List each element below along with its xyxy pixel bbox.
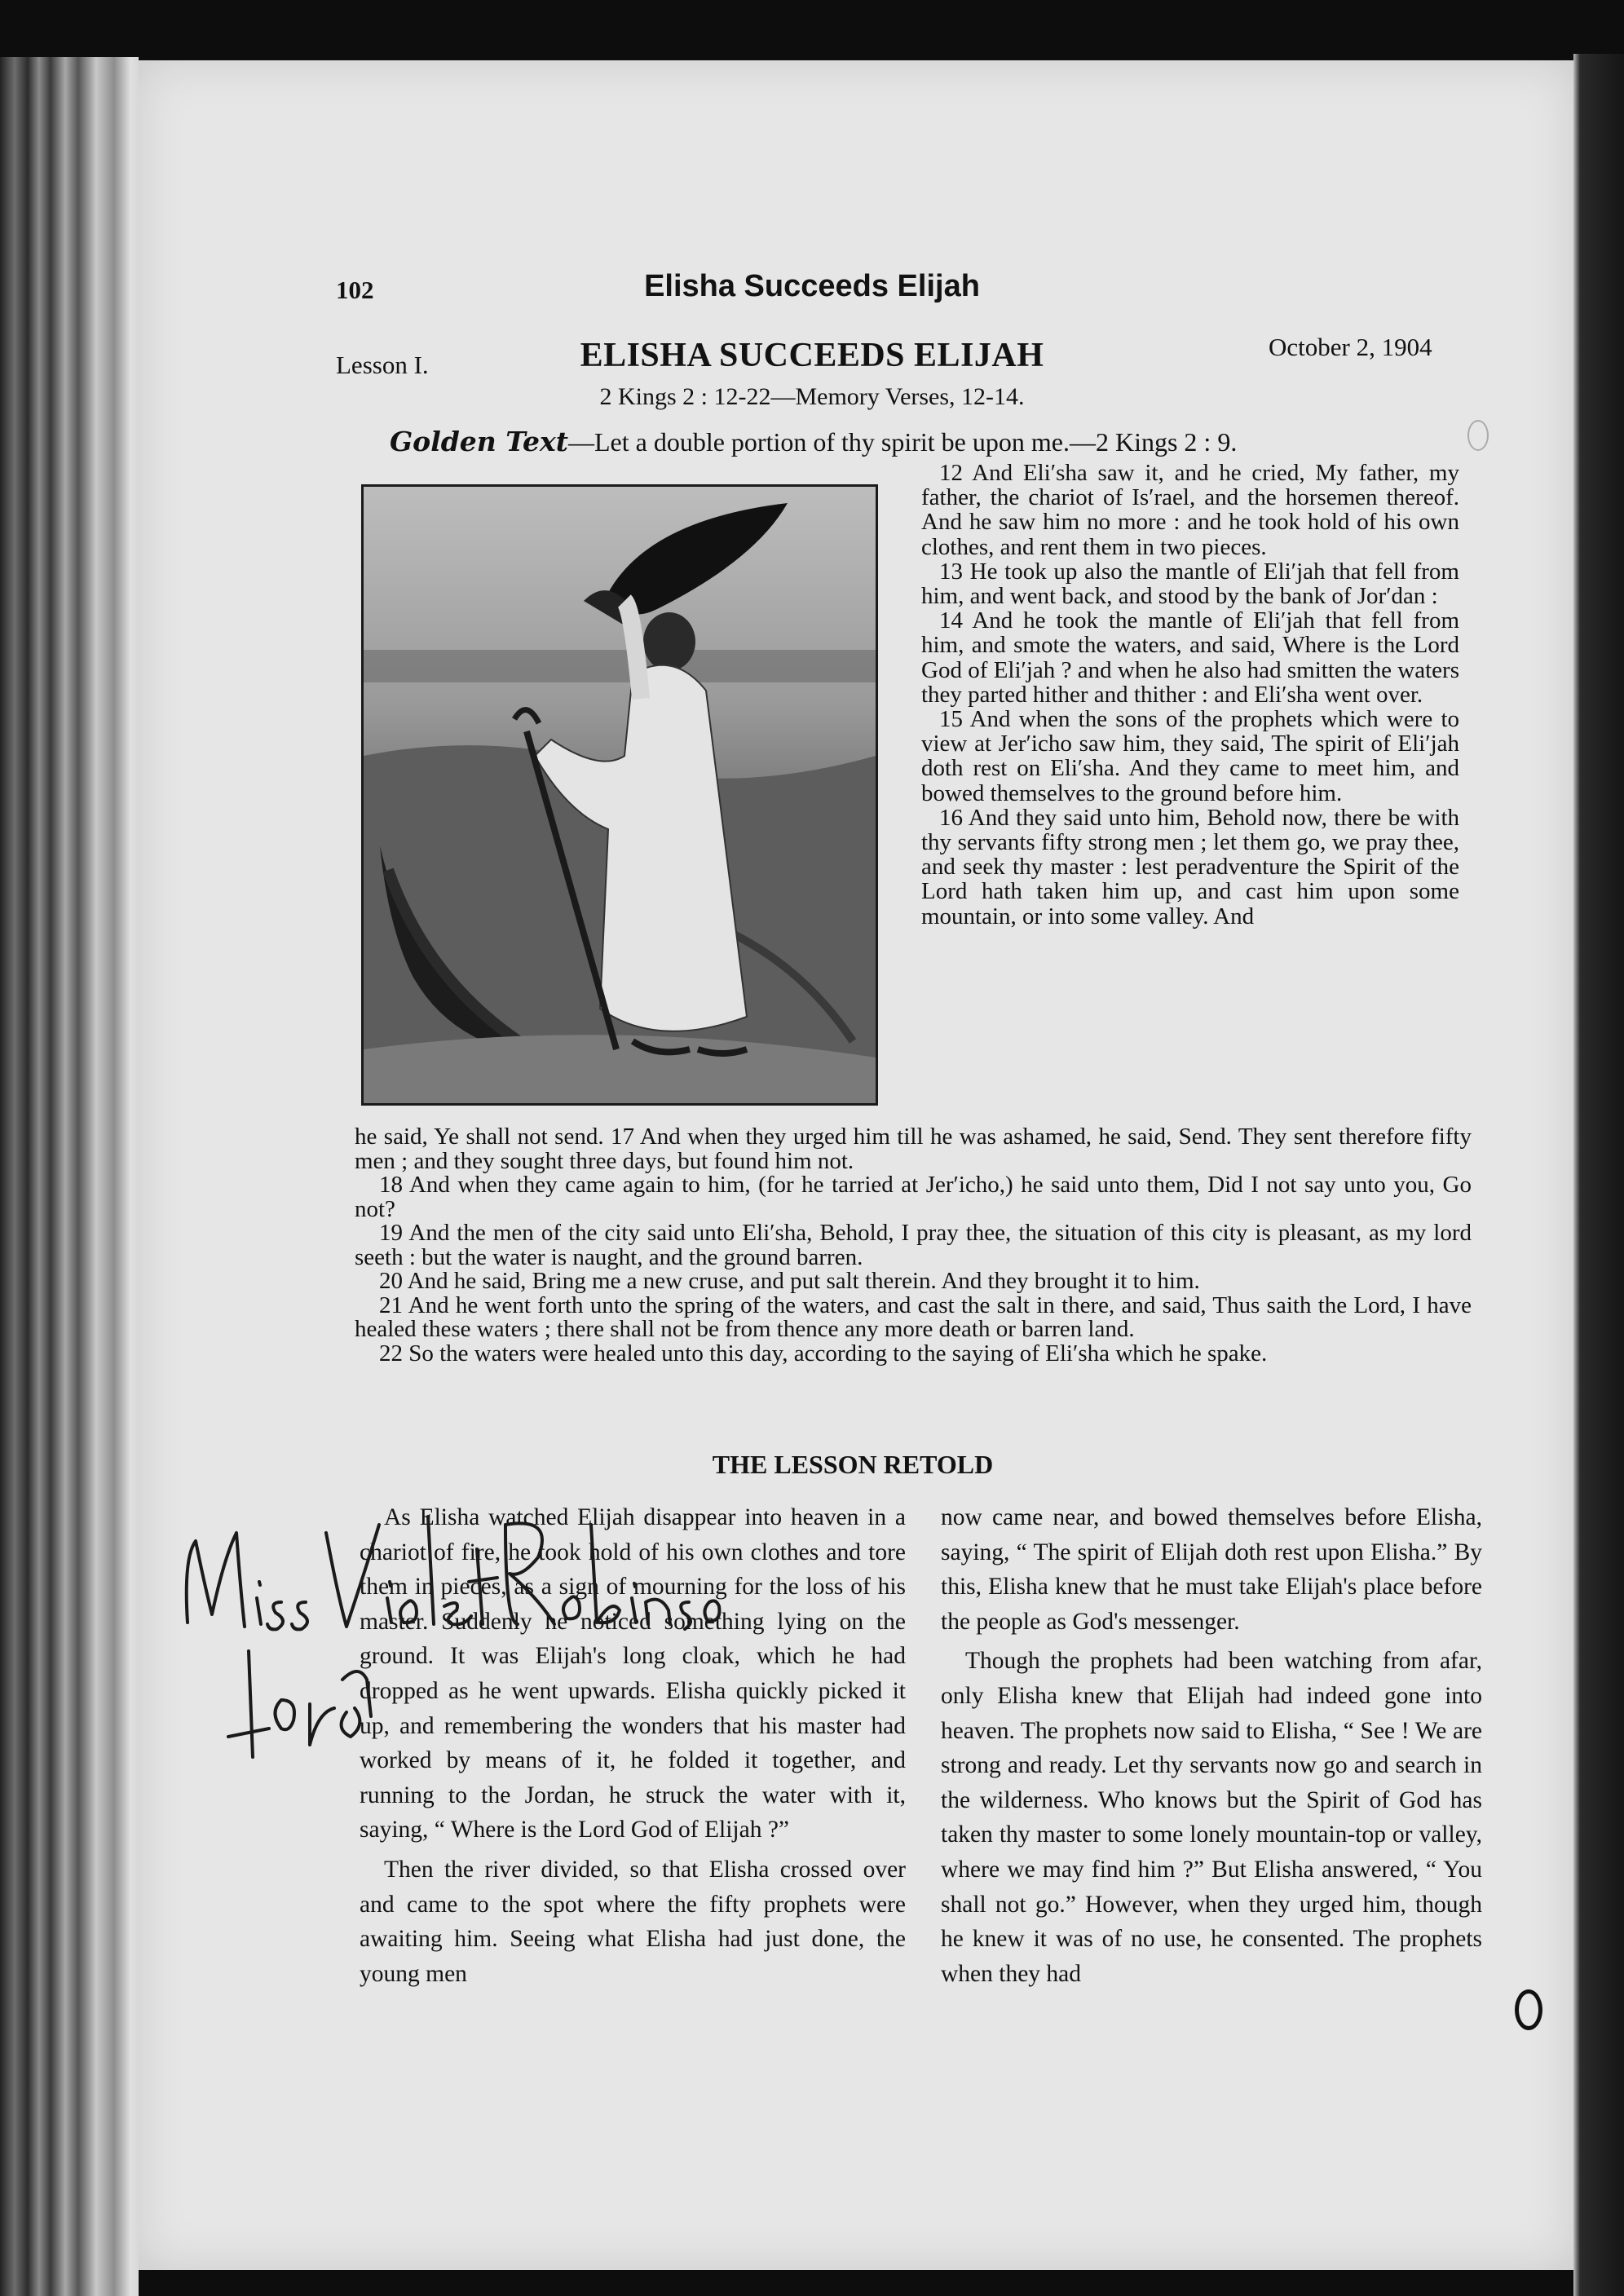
verse-16: 16 And they said unto him, Behold now, there be with thy servants fifty strong men ; let them go, we pray thee, and seek thy master : lest peradventure the Spirit of the Lord hath taken him up, and cast him upon some mountain, or into some valley. And [921,804,1459,929]
verse-22: 22 So the waters were healed unto this day, according to the saying of Eli′sha which he spake. [379,1340,1268,1367]
elisha-illustration [361,484,878,1106]
retold-paragraph: As Elisha watched Elijah disappear into heaven in a chariot of fire, he took hold of his own clothes and tore them in pieces, as a sign of mourning for the loss of his master. Suddenly he noticed something lying on the ground. It was Elijah's long cloak, which he had dropped as he went upwards. Elisha quickly picked it up, and remembering the wonders that his master had worked by means of it, he folded it together, and running to the Jordan, he struck the water with it, saying, “ Where is the Lord God of Elijah ?” [360,1504,906,1843]
verse-19: 19 And the men of the city said unto Eli′sha, Behold, I pray thee, the situation of this city is pleasant, as my lord seeth : but the water is naught, and the ground barren. [355,1220,1472,1270]
verse-15: 15 And when the sons of the prophets which were to view at Jer′icho saw him, they said, The spirit of Eli′jah doth rest on Eli′sha. And they came to meet him, and bowed themselves to the ground before him. [921,706,1459,806]
retold-paragraph: Though the prophets had been watching from afar, only Elisha knew that Elijah had indeed gone into heaven. The prophets now said to Elisha, “ See ! We are strong and ready. Let thy servants now go and search in the wilderness. Who knows but the Spirit of God has taken thy master to some lonely mountain-top or valley, where we may find him ?” But Elisha answered, “ You shall not go.” However, when they urged him, though he knew it was of no use, he consented. The prophets when they had [941,1648,1482,1987]
scripture-reference: 2 Kings 2 : 12-22—Memory Verses, 12-14. [599,383,1025,410]
retold-paragraph: now came near, and bowed themselves before Elisha, saying, “ The spirit of Elijah doth rest upon Elisha.” By this, Elisha knew that he must take Elijah's place before the people as God's messenger. [941,1504,1482,1635]
handwritten-signature [147,1435,734,1761]
margin-blemish [1515,1989,1542,2030]
verses-full-width [355,1125,1472,1366]
retold-paragraph: Then the river divided, so that Elisha crossed over and came to the spot where the fifty prophets were awaiting him. Seeing what Elisha had just done, the young men [360,1856,906,1987]
page-number: 102 [336,276,374,304]
golden-text [390,426,1237,457]
running-head-title: Elisha Succeeds Elijah [644,269,980,303]
lesson-date: October 2, 1904 [1269,333,1432,361]
elisha-at-jordan-picture [364,487,876,1103]
lesson-number: Lesson I. [336,351,429,379]
verse-14: 14 And he took the mantle of Eli′jah that fell from him, and smote the waters, and said, Where is the Lord God of Eli′jah ? and when he also had smitten the waters they parted hither and thither : and Eli′sha went over. [921,607,1459,708]
verse-20: 20 And he said, Bring me a new cruse, and put salt therein. And they brought it to him. [379,1268,1200,1294]
verse-18: 18 And when they came again to him, (for he tarried at Jer′icho,) he said unto them, Did I not say unto you, Go not? [355,1172,1472,1222]
golden-text-verse: —Let a double portion of thy spirit be upon me.—2 Kings 2 : 9. [567,427,1238,457]
lesson-title: ELISHA SUCCEEDS ELIJAH [580,337,1044,374]
verse-12: 12 And Eli′sha saw it, and he cried, My father, my father, the chariot of Is′rael, and the horsemen thereof. And he saw him no more : and he took hold of his own clothes, and rent them in two pieces. [921,460,1459,560]
verses-beside-picture [921,461,1459,929]
verse-16-17: he said, Ye shall not send. 17 And when they urged him till he was ashamed, he said, Send. They sent therefore fifty men ; and they sought three days, but found him not. [355,1124,1472,1174]
verse-13: 13 He took up also the mantle of Eli′jah that fell from him, and went back, and stood by the bank of Jor′dan : [921,558,1459,610]
lesson-retold-heading: THE LESSON RETOLD [712,1450,994,1479]
retold-right-column [941,1500,1482,1996]
margin-blemish [1467,420,1489,451]
golden-text-label: Golden Text [390,426,568,457]
verse-21: 21 And he went forth unto the spring of the waters, and cast the salt in there, and said, Thus saith the Lord, I have healed these waters ; there shall not be from thence any more death or barren land. [355,1292,1472,1342]
